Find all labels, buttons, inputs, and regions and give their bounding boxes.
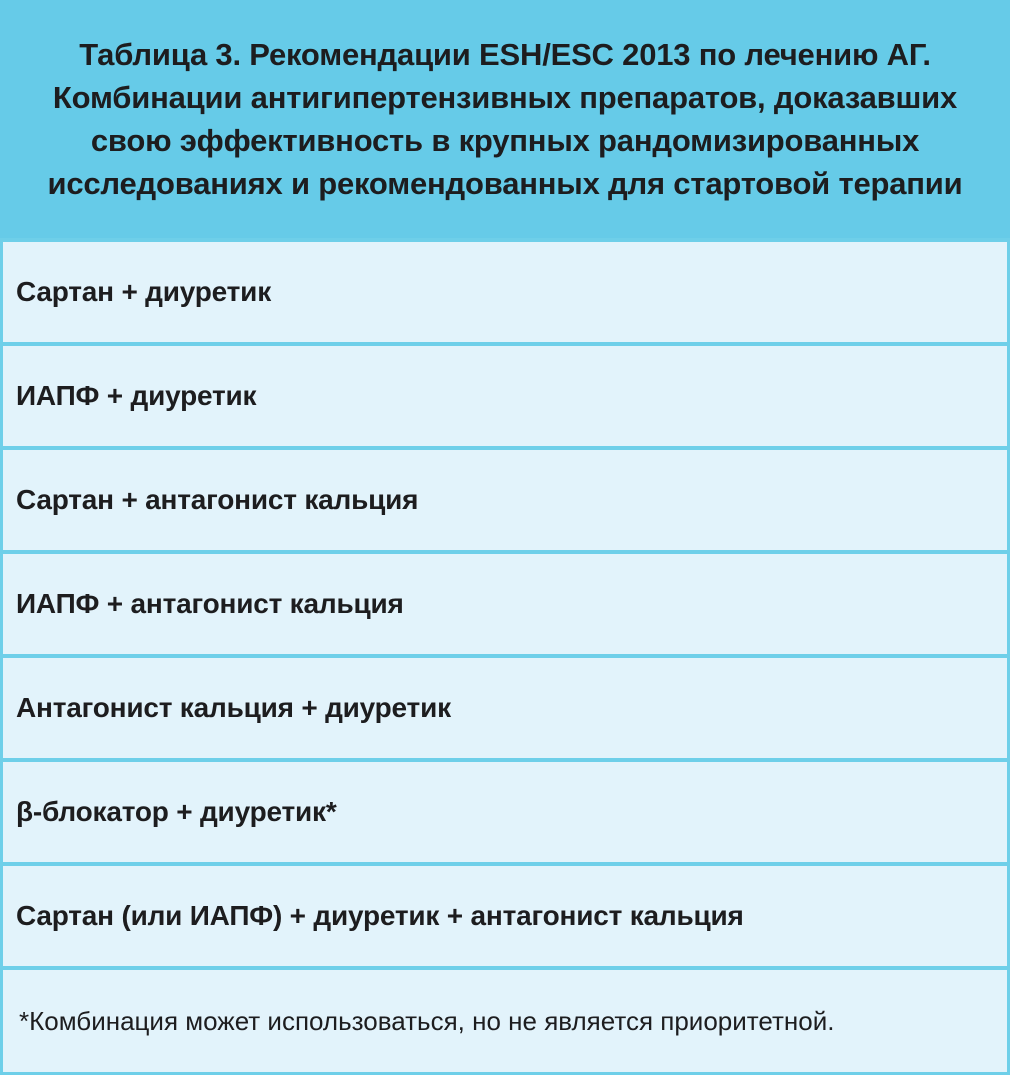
table-title-line: Таблица 3. Рекомендации ESH/ESC 2013 по лечению АГ. [79, 37, 931, 72]
table-row: Сартан (или ИАПФ) + диуретик + антагонист кальция [3, 866, 1007, 966]
table-title-line: Комбинации антигипертензивных препаратов, доказавших [52, 80, 958, 115]
table-title [17, 33, 992, 205]
table-title-line: исследованиях и рекомендованных для стартовой терапии [47, 166, 963, 201]
table-row: ИАПФ + диуретик [3, 346, 1007, 446]
table-row: ИАПФ + антагонист кальция [3, 554, 1007, 654]
table-header [0, 0, 1010, 238]
table-row: Сартан + диуретик [3, 242, 1007, 342]
table-footnote: *Комбинация может использоваться, но не является приоритетной. [3, 970, 1007, 1072]
table-row: Антагонист кальция + диуретик [3, 658, 1007, 758]
table-row: β-блокатор + диуретик* [3, 762, 1007, 862]
table-row: Сартан + антагонист кальция [3, 450, 1007, 550]
table-title-line: свою эффективность в крупных рандомизированных [90, 123, 920, 158]
